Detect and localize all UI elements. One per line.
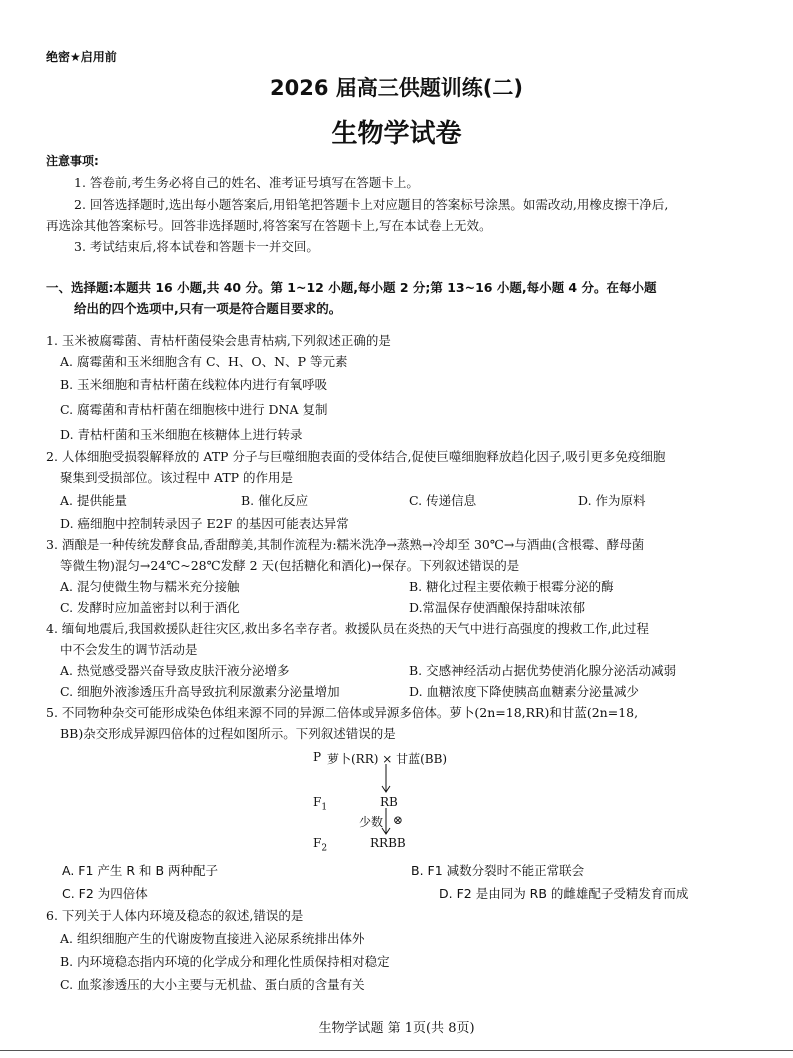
q3-option-a: A. 混匀使微生物与糯米充分接触 bbox=[60, 579, 240, 594]
q5-option-a: A. F1 产生 R 和 B 两种配子 bbox=[62, 863, 219, 878]
q6-stem: 6. 下列关于人体内环境及稳态的叙述,错误的是 bbox=[46, 908, 304, 923]
q3-option-d: D.常温保存使酒酿保持甜味浓郁 bbox=[409, 600, 586, 615]
q4-stem-line-1: 4. 缅甸地震后,我国救援队赶往灾区,救出多名幸存者。救援队员在炎热的天气中进行高强度的搜救工作,此过程 bbox=[46, 621, 649, 636]
diagram-cross: 萝卜(RR) × 甘蓝(BB) bbox=[327, 752, 448, 766]
q6-option-b: B. 内环境稳态指内环境的化学成分和理化性质保持相对稳定 bbox=[60, 954, 390, 969]
q2-option-c: C. 传递信息 bbox=[409, 493, 477, 508]
q6-option-a: A. 组织细胞产生的代谢废物直接进入泌尿系统排出体外 bbox=[60, 931, 365, 946]
diagram-f2-value: RRBB bbox=[370, 836, 406, 850]
q6-option-c: C. 血浆渗透压的大小主要与无机盐、蛋白质的含量有关 bbox=[60, 977, 365, 992]
notice-item-1: 1. 答卷前,考生务必将自己的姓名、准考证号填写在答题卡上。 bbox=[74, 175, 419, 190]
q2-option-a: A. 提供能量 bbox=[60, 493, 127, 508]
q1-option-c: C. 腐霉菌和青枯杆菌在细胞核中进行 DNA 复制 bbox=[60, 402, 328, 417]
confidential-mark: 绝密★启用前 bbox=[46, 50, 117, 64]
diagram-f1-value: RB bbox=[380, 795, 398, 809]
notice-item-3: 3. 考试结束后,将本试卷和答题卡一并交回。 bbox=[74, 239, 319, 254]
q5-stem-line-1: 5. 不同物种杂交可能形成染色体组来源不同的异源二倍体或异源多倍体。萝卜(2n=18,RR)和甘蓝(2n=18, bbox=[46, 705, 639, 720]
q4-option-d: D. 血糖浓度下降使胰高血糖素分泌量减少 bbox=[409, 684, 640, 699]
q2-stem-line-2: 聚集到受损部位。该过程中 ATP 的作用是 bbox=[60, 470, 294, 485]
section-heading-cont: 给出的四个选项中,只有一项是符合题目要求的。 bbox=[74, 301, 342, 316]
q1-option-a: A. 腐霉菌和玉米细胞含有 C、H、O、N、P 等元素 bbox=[60, 354, 348, 369]
q3-stem-line-1: 3. 酒酿是一种传统发酵食品,香甜醇美,其制作流程为:糯米洗净→蒸熟→冷却至 30℃→与酒曲(含根霉、酵母菌 bbox=[46, 537, 645, 552]
notice-heading: 注意事项: bbox=[46, 154, 99, 168]
diagram-few-label: 少数 bbox=[359, 815, 384, 829]
q2-extra-line: D. 癌细胞中控制转录因子 E2F 的基因可能表达异常 bbox=[60, 516, 349, 531]
q5-stem-line-2: BB)杂交形成异源四倍体的过程如图所示。下列叙述错误的是 bbox=[60, 726, 396, 741]
exam-subtitle: 生物学试卷 bbox=[331, 119, 462, 149]
notice-item-2-line-2: 再选涂其他答案标号。回答非选择题时,将答案写在答题卡上,写在本试卷上无效。 bbox=[46, 218, 492, 233]
diagram-arrow-2 bbox=[380, 808, 392, 836]
notice-item-2-line-1: 2. 回答选择题时,选出每小题答案后,用铅笔把答题卡上对应题目的答案标号涂黑。如需改动,用橡皮擦干净后, bbox=[74, 197, 669, 212]
diagram-arrow-1 bbox=[380, 764, 392, 794]
q5-option-d: D. F2 是由同为 RB 的雌雄配子受精发育而成 bbox=[439, 886, 689, 901]
diagram-f2-label: $F_2$ bbox=[313, 836, 328, 854]
q1-stem: 1. 玉米被腐霉菌、青枯杆菌侵染会患青枯病,下列叙述正确的是 bbox=[46, 333, 391, 348]
q1-option-d: D. 青枯杆菌和玉米细胞在核糖体上进行转录 bbox=[60, 427, 303, 442]
page-footer: 生物学试题 第 1页(共 8页) bbox=[318, 1021, 475, 1036]
q5-option-b: B. F1 减数分裂时不能正常联会 bbox=[411, 863, 585, 878]
q2-option-b: B. 催化反应 bbox=[241, 493, 309, 508]
q3-option-b: B. 糖化过程主要依赖于根霉分泌的酶 bbox=[409, 579, 614, 594]
q5-option-c: C. F2 为四倍体 bbox=[62, 886, 148, 901]
q1-option-b: B. 玉米细胞和青枯杆菌在线粒体内进行有氧呼吸 bbox=[60, 377, 328, 392]
q3-stem-line-2: 等微生物)混匀→24℃~28℃发酵 2 天(包括糖化和酒化)→保存。下列叙述错误的是 bbox=[60, 558, 520, 573]
section-heading: 一、选择题:本题共 16 小题,共 40 分。第 1~12 小题,每小题 2 分;第 13~16 小题,每小题 4 分。在每小题 bbox=[46, 280, 657, 295]
diagram-f1-label: $F_1$ bbox=[313, 795, 328, 813]
q4-option-c: C. 细胞外液渗透压升高导致抗利尿激素分泌量增加 bbox=[60, 684, 340, 699]
q2-stem-line-1: 2. 人体细胞受损裂解释放的 ATP 分子与巨噬细胞表面的受体结合,促使巨噬细胞释放趋化因子,吸引更多免疫细胞 bbox=[46, 449, 666, 464]
exam-title: 2026 届高三供题训练(二) bbox=[270, 76, 523, 100]
q3-option-c: C. 发酵时应加盖密封以利于酒化 bbox=[60, 600, 240, 615]
q4-option-b: B. 交感神经活动占据优势使消化腺分泌活动减弱 bbox=[409, 663, 677, 678]
bottom-divider bbox=[0, 1050, 793, 1051]
q4-option-a: A. 热觉感受器兴奋导致皮肤汗液分泌增多 bbox=[60, 663, 290, 678]
q4-stem-line-2: 中不会发生的调节活动是 bbox=[60, 642, 198, 657]
diagram-selfing-symbol: ⊗ bbox=[393, 813, 404, 827]
q2-option-d: D. 作为原料 bbox=[578, 493, 646, 508]
diagram-p-label: P bbox=[313, 750, 322, 764]
